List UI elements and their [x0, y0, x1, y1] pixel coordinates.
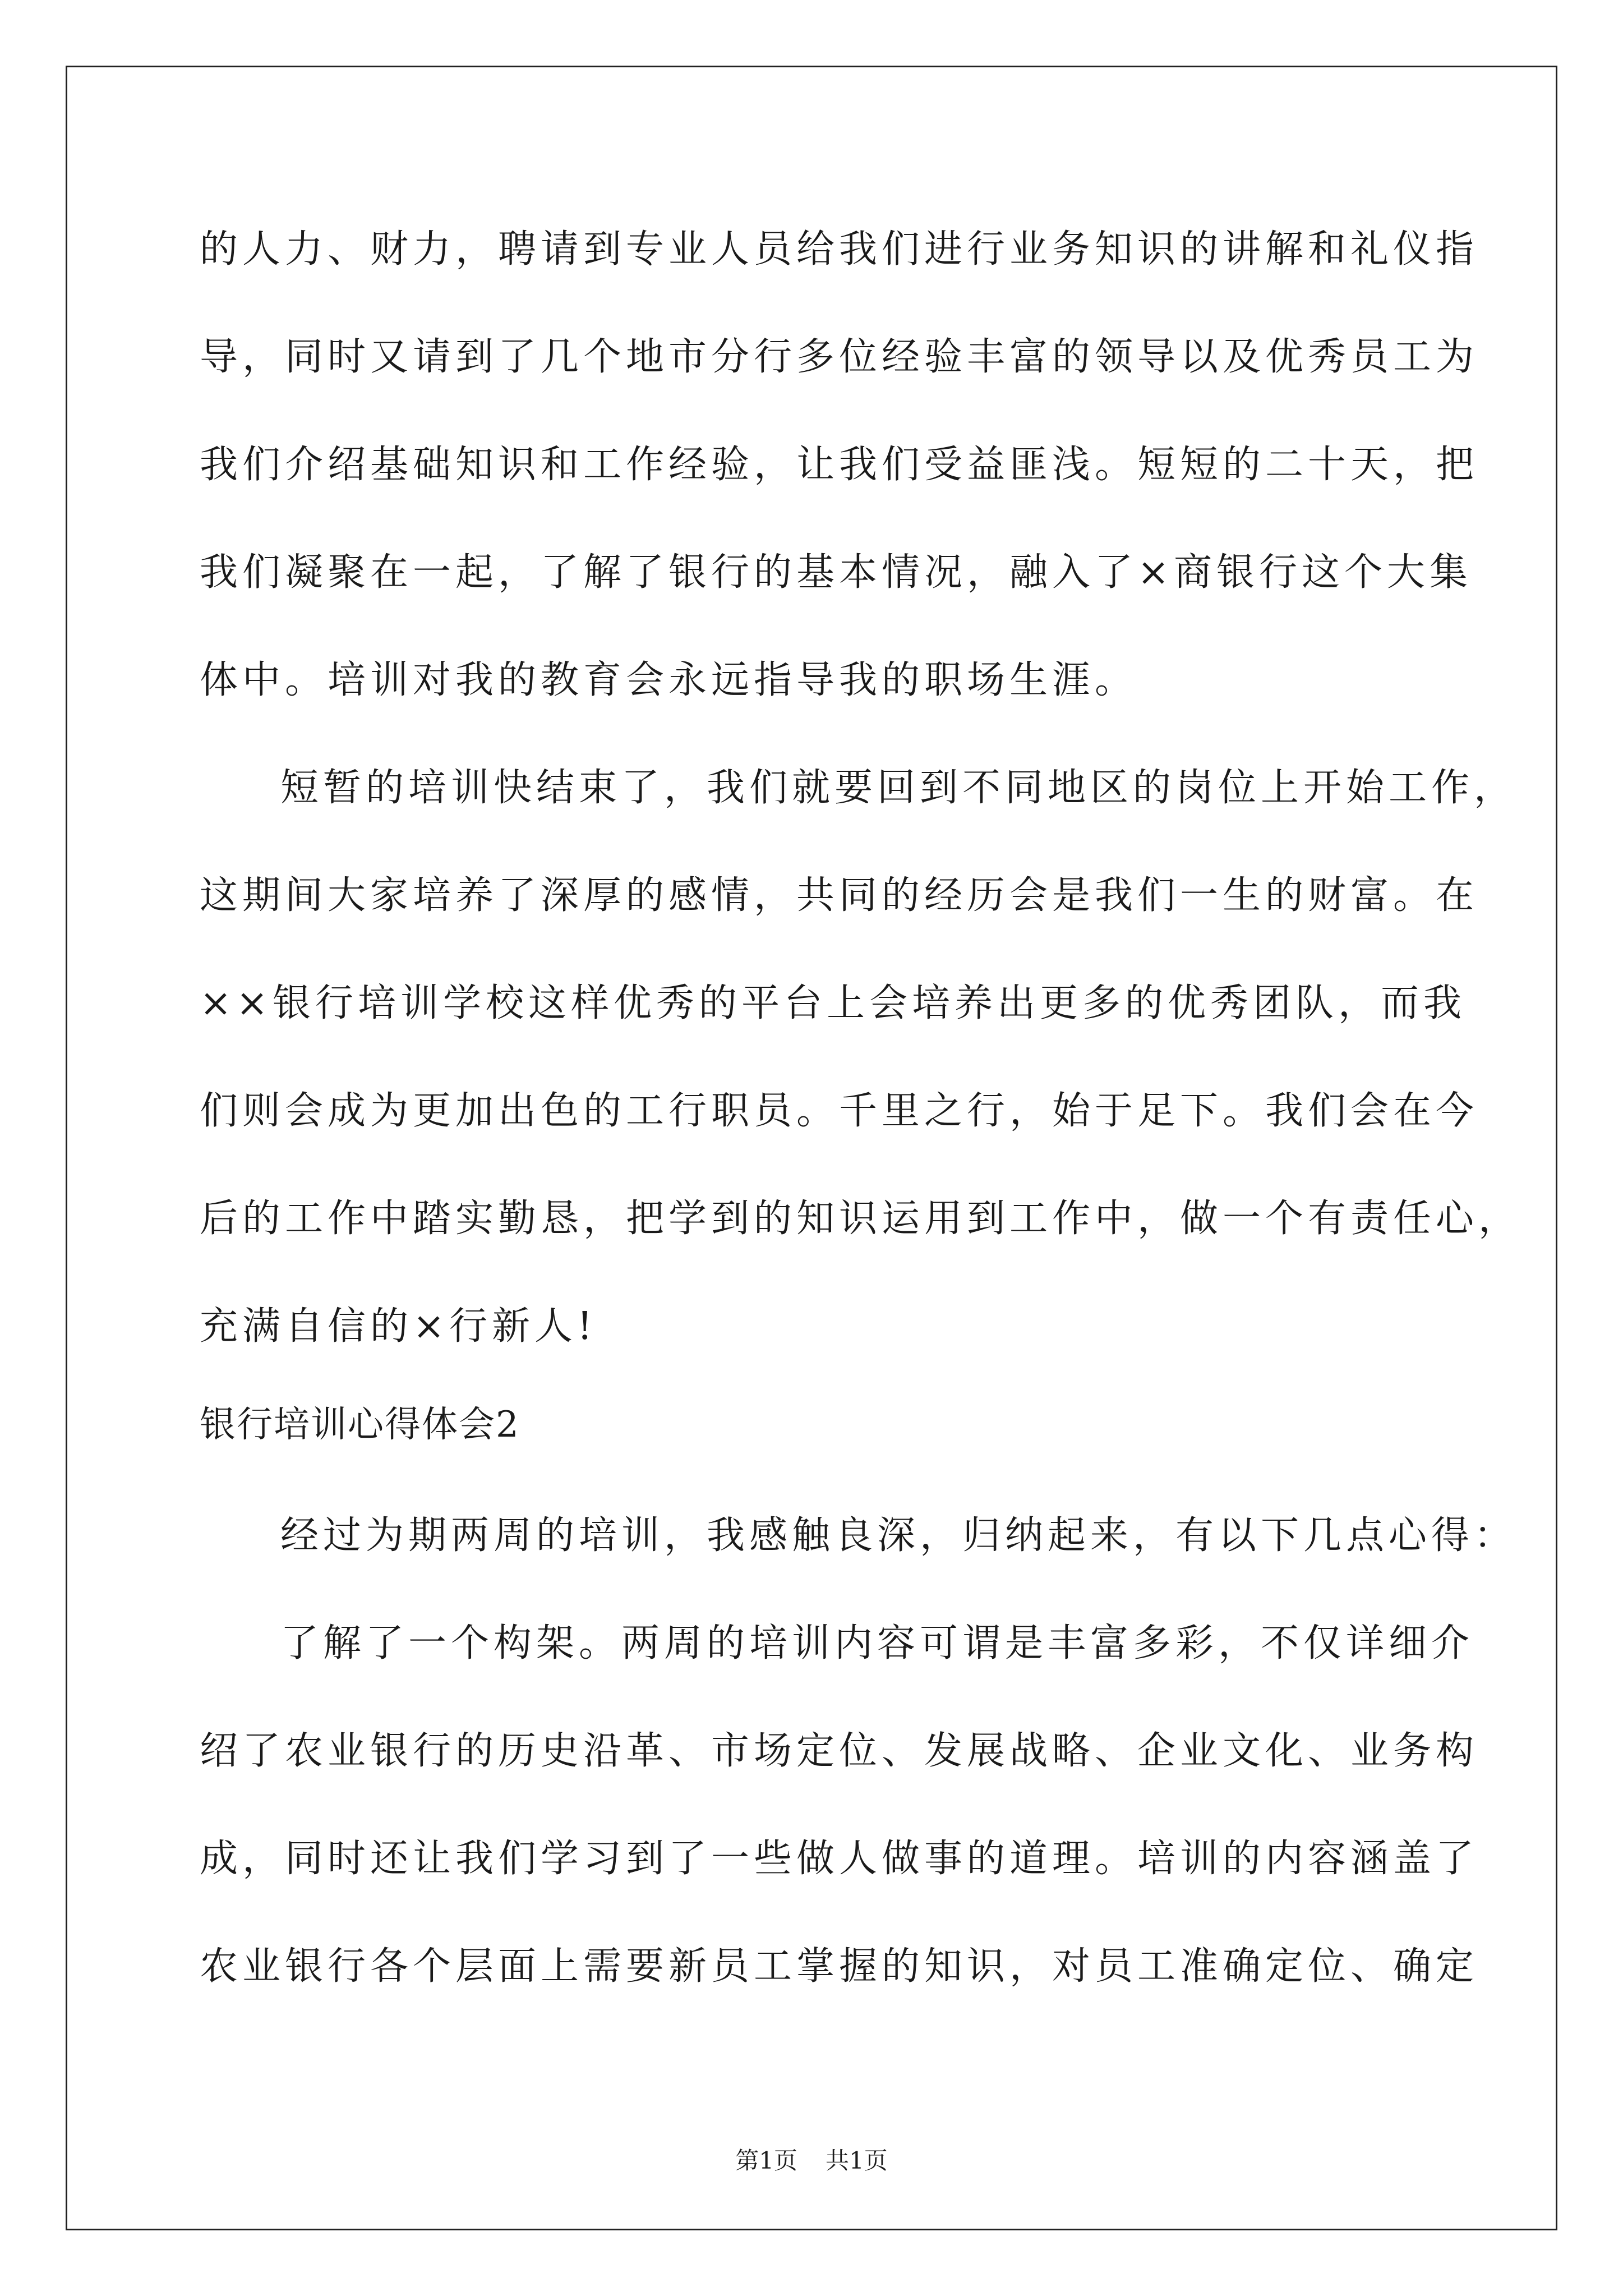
text-line: 短暂的培训快结束了，我们就要回到不同地区的岗位上开始工作， [280, 766, 1517, 810]
text-line: 的人力、财力，聘请到专业人员给我们进行业务知识的讲解和礼仪指 [200, 227, 1479, 272]
page-number-current: 第1页 [735, 2147, 797, 2174]
page-footer [0, 2144, 1623, 2178]
text-line: 我们介绍基础知识和工作经验，让我们受益匪浅。短短的二十天，把 [200, 443, 1479, 487]
text-line: 后的工作中踏实勤恳，把学到的知识运用到工作中，做一个有责任心， [200, 1197, 1521, 1241]
text-line: 们则会成为更加出色的工行职员。千里之行，始于足下。我们会在今 [200, 1089, 1479, 1133]
page-border [66, 66, 1557, 2230]
text-line: 充满自信的×行新人! [200, 1304, 597, 1349]
text-line: ××银行培训学校这样优秀的平台上会培养出更多的优秀团队，而我 [200, 981, 1466, 1025]
text-line: 绍了农业银行的历史沿革、市场定位、发展战略、企业文化、业务构 [200, 1729, 1479, 1773]
text-line: 成，同时还让我们学习到了一些做人做事的道理。培训的内容涵盖了 [200, 1837, 1479, 1881]
text-line: 这期间大家培养了深厚的感情，共同的经历会是我们一生的财富。在 [200, 873, 1479, 918]
text-line: 我们凝聚在一起，了解了银行的基本情况，融入了×商银行这个大集 [200, 550, 1472, 595]
text-line: 导，同时又请到了几个地市分行多位经验丰富的领导以及优秀员工为 [200, 335, 1479, 379]
text-line: 了解了一个构架。两周的培训内容可谓是丰富多彩，不仅详细介 [280, 1621, 1474, 1665]
text-line: 农业银行各个层面上需要新员工掌握的知识，对员工准确定位、确定 [200, 1944, 1479, 1989]
text-line: 体中。培训对我的教育会永远指导我的职场生涯。 [200, 658, 1138, 702]
section-heading: 银行培训心得体会2 [200, 1404, 520, 1446]
page-number-total: 共1页 [826, 2147, 888, 2174]
text-line: 经过为期两周的培训，我感触良深，归纳起来，有以下几点心得： [280, 1513, 1517, 1558]
